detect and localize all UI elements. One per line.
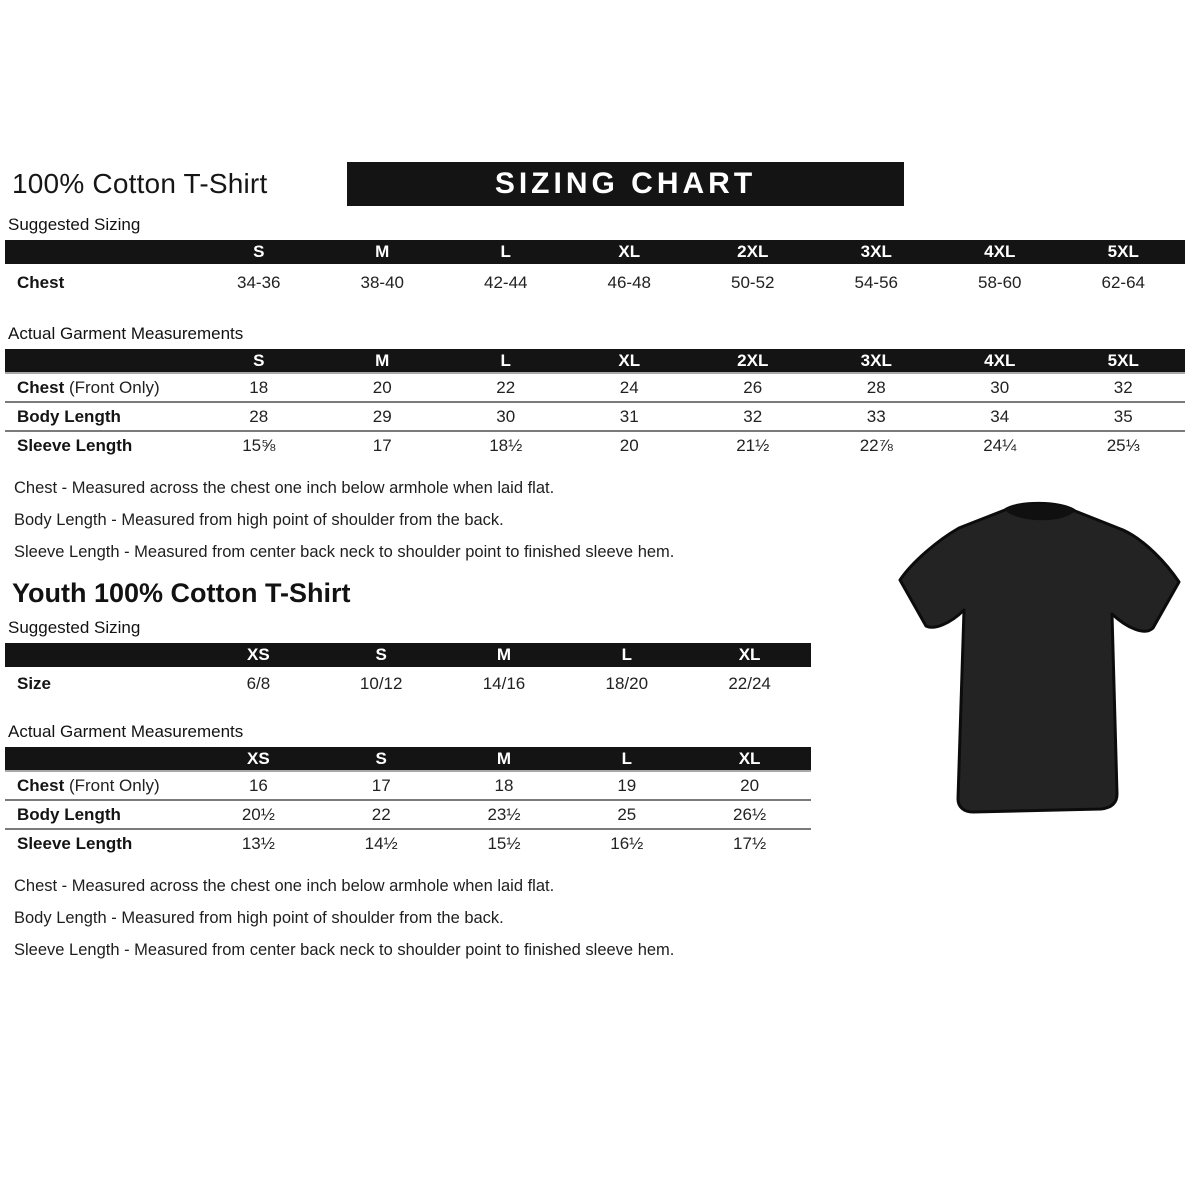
size-cell: 6/8 [246, 673, 271, 693]
size-cell: 33 [815, 402, 939, 431]
column-header: 3XL [815, 349, 939, 373]
column-header: 3XL [815, 240, 939, 264]
tshirt-image [893, 478, 1185, 828]
size-cell: 20 [321, 373, 445, 402]
size-cell: 20½ [197, 800, 320, 829]
youth-suggested-label: Suggested Sizing [8, 618, 141, 637]
table-row [5, 264, 1185, 302]
table-row [5, 373, 1185, 402]
table-row [5, 667, 811, 700]
header-row [5, 643, 811, 667]
size-cell: 22/24 [728, 673, 771, 693]
row-label-text: Sleeve Length [17, 834, 133, 853]
column-header: 5XL [1062, 240, 1186, 264]
size-cell: 15⅝ [242, 436, 276, 455]
row-label [5, 402, 197, 431]
column-header: M [443, 747, 566, 771]
size-cell: 18 [443, 771, 566, 800]
row-label [5, 800, 197, 829]
column-header: 2XL [691, 349, 815, 373]
size-cell: 26 [691, 373, 815, 402]
column-header: XL [568, 349, 692, 373]
row-label-text: Chest [17, 775, 65, 795]
notes-line: Sleeve Length - Measured from center back neck to shoulder point to finished sleeve hem. [14, 543, 675, 561]
column-header: 5XL [1062, 349, 1186, 373]
page-header [12, 162, 1200, 206]
column-header: 2XL [691, 240, 815, 264]
column-header: XS [197, 747, 320, 771]
corner-cell [5, 349, 197, 373]
size-cell: 24¼ [983, 436, 1017, 455]
table-row [5, 829, 811, 858]
column-header: 4XL [938, 349, 1062, 373]
column-header: L [444, 349, 568, 373]
column-header: M [321, 240, 445, 264]
size-cell: 18 [197, 373, 321, 402]
size-cell: 32 [691, 402, 815, 431]
youth-section-title: Youth 100% Cotton T-Shirt [12, 578, 351, 608]
size-cell: 26½ [688, 800, 811, 829]
size-cell: 18½ [489, 436, 523, 455]
column-header: M [321, 349, 445, 373]
size-cell: 30 [444, 402, 568, 431]
size-cell: 46-48 [607, 273, 651, 292]
table-row [5, 800, 811, 829]
row-label-text: Sleeve Length [17, 436, 133, 455]
adult-measurements-table [5, 349, 1185, 460]
size-cell: 30 [938, 373, 1062, 402]
table-row [5, 771, 811, 800]
youth-measurements-table [5, 747, 811, 858]
column-header: XL [688, 643, 811, 667]
size-cell: 29 [321, 402, 445, 431]
column-header: L [565, 643, 688, 667]
corner-cell [5, 643, 197, 667]
column-header: XS [197, 643, 320, 667]
size-cell: 58-60 [978, 273, 1022, 292]
size-cell: 20 [619, 436, 639, 455]
size-cell: 15½ [487, 834, 521, 853]
tshirt-silhouette [900, 503, 1179, 812]
youth-suggested-table [5, 643, 811, 700]
size-cell: 10/12 [359, 673, 403, 693]
notes-line: Sleeve Length - Measured from center back neck to shoulder point to finished sleeve hem. [14, 941, 675, 959]
size-cell: 34-36 [237, 273, 281, 292]
size-cell: 13½ [241, 834, 275, 853]
column-header: L [444, 240, 568, 264]
size-cell: 34 [938, 402, 1062, 431]
header-row [5, 240, 1185, 264]
column-header: XL [568, 240, 692, 264]
size-cell: 16½ [610, 834, 644, 853]
column-header: M [443, 643, 566, 667]
corner-cell [5, 240, 197, 264]
row-label-suffix: (Front Only) [64, 775, 160, 795]
row-label [5, 373, 197, 402]
column-header: S [197, 349, 321, 373]
row-label-text: Chest [17, 273, 65, 292]
size-cell: 18/20 [605, 673, 649, 693]
row-label-suffix: (Front Only) [64, 377, 160, 397]
row-label [5, 431, 197, 460]
size-cell: 17 [372, 436, 392, 455]
notes-line: Body Length - Measured from high point of shoulder from the back. [14, 909, 504, 927]
sizing-chart-banner: SIZING CHART [347, 162, 904, 206]
adult-suggested-label: Suggested Sizing [8, 215, 141, 234]
row-label-text: Chest [17, 377, 65, 397]
size-cell: 42-44 [484, 273, 528, 292]
adult-measurements-label: Actual Garment Measurements [8, 324, 244, 343]
size-cell: 22 [444, 373, 568, 402]
row-label [5, 829, 197, 858]
size-cell: 54-56 [854, 273, 898, 292]
column-header: XL [688, 747, 811, 771]
notes-line: Chest - Measured across the chest one inch below armhole when laid flat. [14, 479, 555, 497]
column-header: S [197, 240, 321, 264]
size-cell: 20 [688, 771, 811, 800]
header-row [5, 349, 1185, 373]
size-cell: 14/16 [482, 673, 526, 693]
table-row [5, 431, 1185, 460]
size-cell: 22⅞ [859, 436, 893, 455]
header-row [5, 747, 811, 771]
row-label [5, 667, 197, 700]
corner-cell [5, 747, 197, 771]
column-header: S [320, 643, 443, 667]
column-header: S [320, 747, 443, 771]
size-cell: 19 [565, 771, 688, 800]
youth-measurements-label: Actual Garment Measurements [8, 722, 244, 741]
size-cell: 28 [197, 402, 321, 431]
size-cell: 23½ [443, 800, 566, 829]
notes-line: Chest - Measured across the chest one inch below armhole when laid flat. [14, 877, 555, 895]
table-row [5, 402, 1185, 431]
size-cell: 24 [568, 373, 692, 402]
row-label [5, 264, 197, 302]
size-cell: 35 [1062, 402, 1186, 431]
size-cell: 17 [320, 771, 443, 800]
size-cell: 25 [565, 800, 688, 829]
row-label [5, 771, 197, 800]
size-cell: 32 [1062, 373, 1186, 402]
size-cell: 16 [197, 771, 320, 800]
page-title: 100% Cotton T-Shirt [12, 168, 268, 199]
adult-suggested-table [5, 240, 1185, 302]
row-label-text: Body Length [17, 804, 121, 824]
size-cell: 21½ [736, 436, 770, 455]
size-cell: 31 [568, 402, 692, 431]
size-cell: 50-52 [731, 273, 775, 292]
notes-line: Body Length - Measured from high point of shoulder from the back. [14, 511, 504, 529]
youth-measurement-notes [14, 870, 1200, 966]
size-cell: 25⅓ [1106, 436, 1140, 455]
size-cell: 28 [815, 373, 939, 402]
column-header: L [565, 747, 688, 771]
size-cell: 22 [320, 800, 443, 829]
row-label-text: Size [17, 673, 52, 693]
size-cell: 17½ [733, 834, 767, 853]
column-header: 4XL [938, 240, 1062, 264]
size-cell: 14½ [364, 834, 398, 853]
size-cell: 38-40 [360, 273, 404, 292]
size-cell: 62-64 [1101, 273, 1145, 292]
row-label-text: Body Length [17, 406, 121, 426]
